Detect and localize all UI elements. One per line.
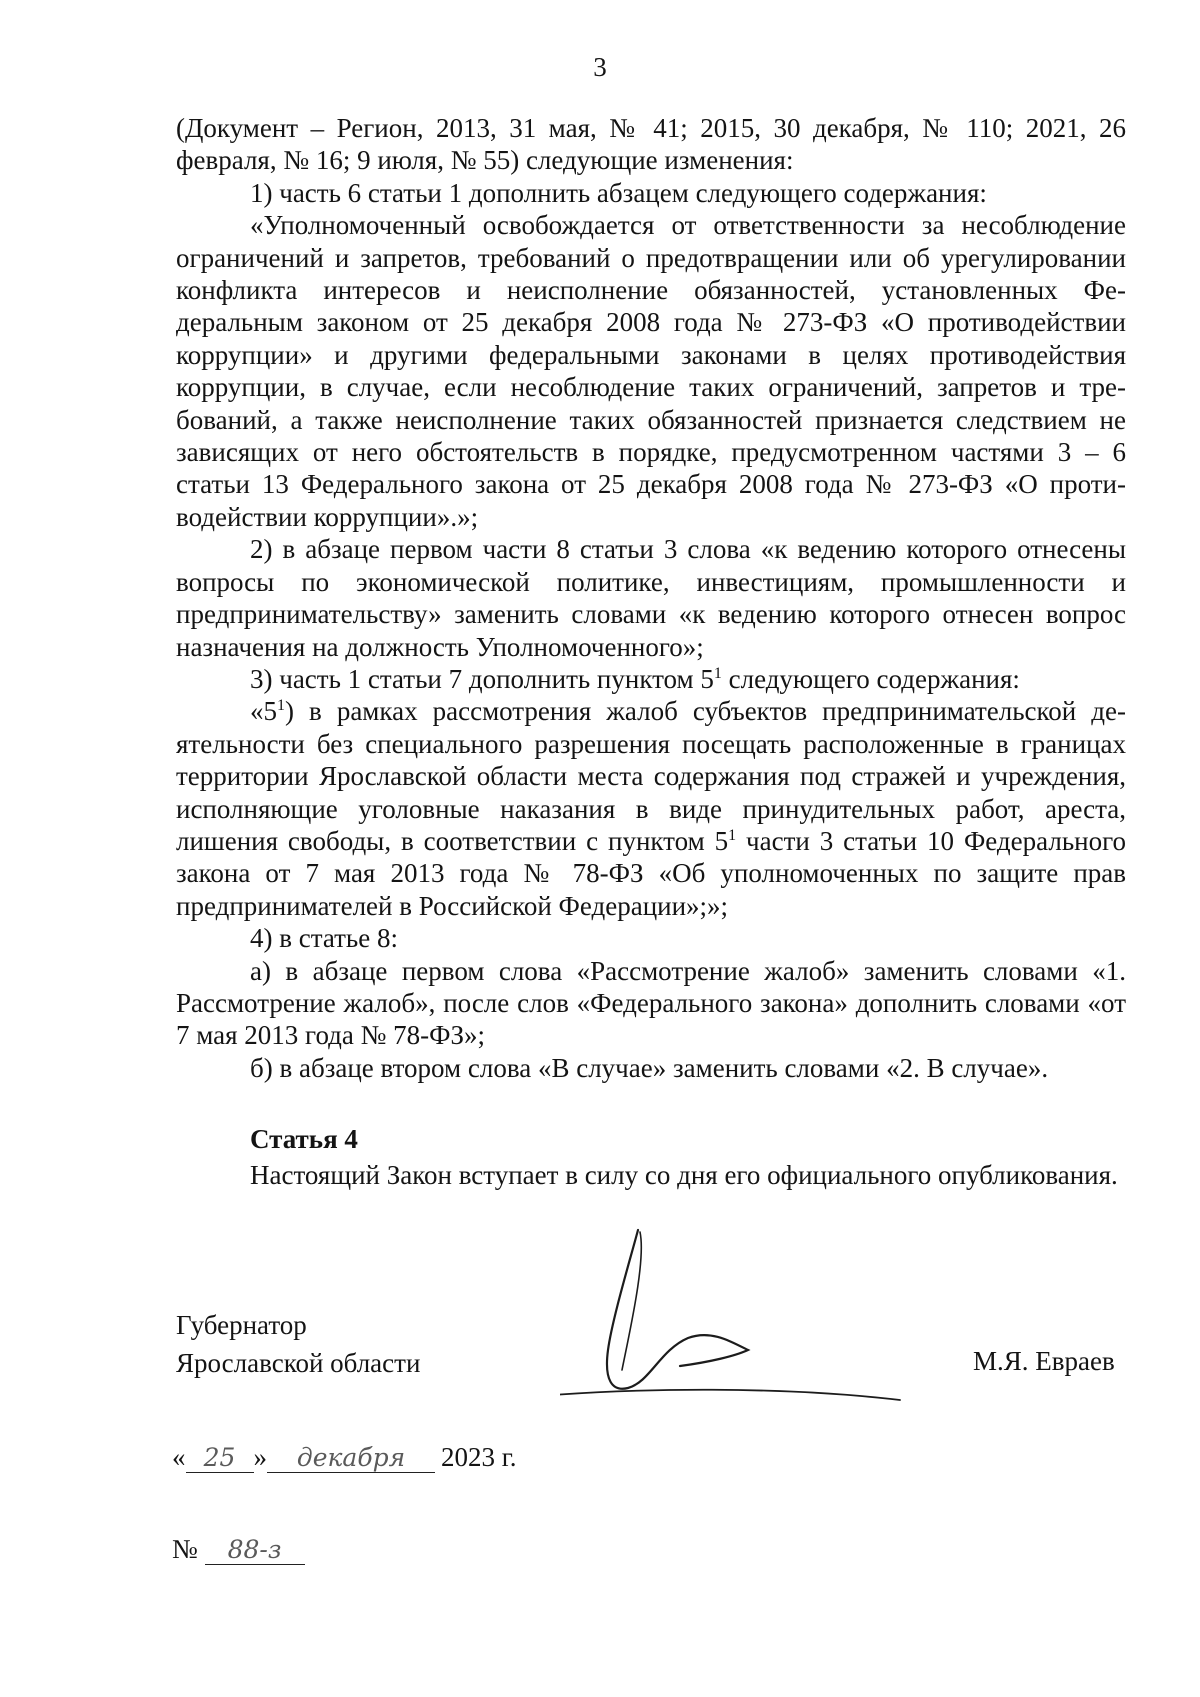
paragraph-5-text-a: 3) часть 1 статьи 7 дополнить пунктом 5 [250, 663, 714, 694]
law-number [172, 1534, 305, 1565]
paragraph-1: (Документ – Регион, 2013, 31 мая, № 41; 2015, 30 декабря, № 110; 2021, 26 февраля, № 16; 9 июля, № 55) следующие изменения: [176, 113, 1126, 176]
paragraph-9: б) в абзаце втором слова «В случае» заменить словами «2. В случае». [250, 1052, 1049, 1083]
paragraph-6-text-c: части 3 статьи 10 Федерального закона от 7 мая 2013 года № 78-ФЗ «Об уполномоченных по защите прав предпринимателей в Российской Федерации»;»; [176, 825, 1127, 921]
article-text: Настоящий Закон вступает в силу со дня его официального опубликования. [250, 1160, 1118, 1190]
paragraph-4: 2) в абзаце первом части 8 статьи 3 слова «к ведению которого отнесены вопросы по экономической политике, инвестициям, промышленности и предпринимательству» заменить словами «к ведению которого отнесен вопрос назначения на должность Уполномоченного»; [176, 534, 1126, 662]
paragraph-3: «Уполномоченный освобождается от ответственности за несоблюдение ограничений и запретов, требований о предотвращении или об урегулировании конфликта интересов и неисполнение обязанностей, установленных Федеральным законом от 25 декабря 2008 года № 273-ФЗ «О противодействии коррупции» и другими федеральными законами в целях противодействия коррупции, в случае, если несоблюдение таких ограничений, запретов и требований, а также неисполнение таких обязанностей признается следствием не зависящих от него обстоятельств в порядке, предусмотренном частями 3 – 6 статьи 13 Федерального закона от 25 декабря 2008 года № 273-ФЗ «О противодействии коррупции».»; [176, 210, 1126, 532]
superscript: 1 [277, 697, 285, 715]
signing-date [172, 1442, 517, 1486]
law-number-label: № [172, 1534, 198, 1564]
signatory-title-line-2: Ярославской области [176, 1348, 421, 1378]
superscript: 1 [713, 664, 722, 682]
signatory-name: М.Я. Евраев [973, 1346, 1115, 1376]
handwritten-signature [560, 1220, 960, 1420]
paragraph-6 [176, 695, 1126, 922]
signatory-title [176, 1306, 420, 1382]
superscript: 1 [728, 826, 737, 844]
article-body [176, 1158, 1126, 1192]
paragraph-8: а) в абзаце первом слова «Рассмотрение жалоб» заменить словами «1. Рассмотрение жалоб», после слов «Федерального закона» дополнить словами «от 7 мая 2013 года № 78-ФЗ»; [176, 955, 1126, 1051]
signatory-title-line-1: Губернатор [176, 1310, 307, 1340]
law-number-value: 88-з [205, 1535, 305, 1565]
article-title: Статья 4 [250, 1124, 358, 1154]
date-close-quote: » [253, 1442, 267, 1472]
paragraph-5 [176, 663, 1126, 695]
page-number: 3 [593, 52, 607, 82]
document-body [176, 112, 1126, 1084]
paragraph-2: 1) часть 6 статьи 1 дополнить абзацем следующего содержания: [250, 177, 987, 208]
date-month: декабря [267, 1443, 435, 1473]
paragraph-5-text-b: следующего содержания: [721, 663, 1020, 694]
paragraph-6-text-a: «5 [250, 696, 277, 727]
paragraph-7: 4) в статье 8: [250, 923, 398, 954]
paragraph-6-text-b: ) в рамках рассмотрения жалоб субъектов предпринимательской деятельности без специального разрешения посещать расположенные в границах территории Ярославской области места содержания под стражей и учреждения, исполняющие уголовные наказания в виде принудительных работ, ареста, лишения свободы, в соответствии с пунктом 5 [176, 696, 1126, 856]
date-day: 25 [186, 1443, 254, 1473]
date-year: 2023 г. [441, 1442, 517, 1472]
date-open-quote: « [172, 1442, 186, 1472]
